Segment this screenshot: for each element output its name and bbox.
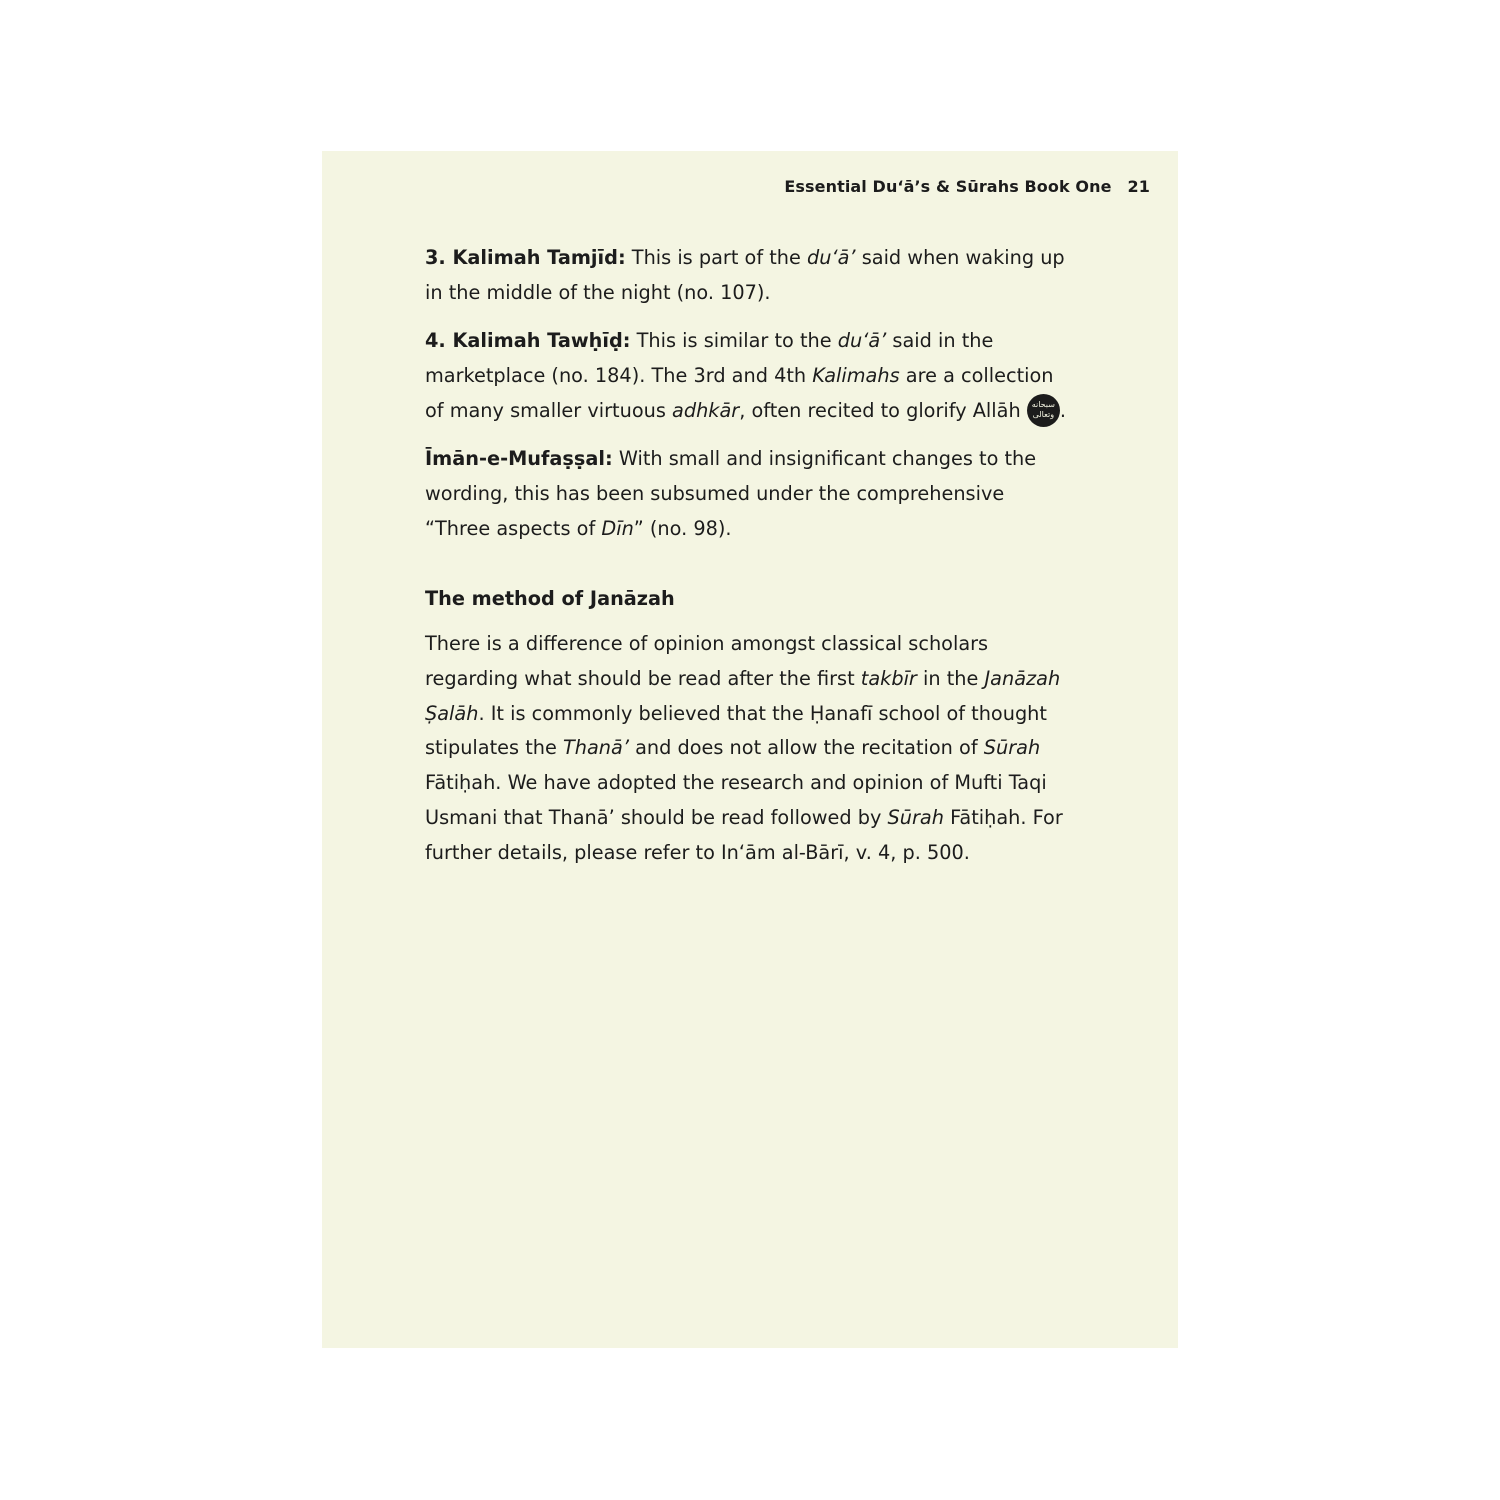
paragraph-iman-e-mufassal — [425, 442, 1075, 546]
italic-term: takbīr — [860, 666, 917, 690]
text-run: . It is commonly believed that the Ḥanafī school of thought stipulates the — [425, 701, 1047, 760]
text-run: said when waking up in the middle of the night (no. 107). — [425, 246, 1065, 304]
paragraph-kalimah-tamjid — [425, 241, 1075, 311]
text-run: ” (no. 98). — [633, 516, 732, 540]
italic-term: Thanā’ — [562, 736, 629, 760]
text-run: and does not allow the recitation of — [628, 736, 984, 760]
text-run: This is part of the — [625, 246, 808, 269]
paragraph-kalimah-tawhid — [425, 324, 1075, 428]
text-run: said in the marketplace (no. 184). The 3rd and 4th — [425, 329, 994, 387]
italic-term: adhkār — [672, 398, 740, 422]
term-label: Īmān-e-Mufaṣṣal: — [425, 447, 613, 471]
term-label: 4. Kalimah Tawḥīḍ: — [425, 329, 631, 353]
term-label: 3. Kalimah Tamjīd: — [425, 246, 626, 269]
italic-term: Kalimahs — [812, 363, 900, 387]
italic-term: du‘ā’ — [837, 329, 887, 353]
text-run: This is similar to the — [630, 329, 838, 353]
text-run: are a collection of many smaller virtuous — [425, 363, 1054, 422]
running-header — [784, 177, 1150, 196]
text-run: , often recited to glorify Allāh — [739, 398, 1027, 422]
italic-term: Sūrah — [983, 736, 1041, 760]
text-run: There is a difference of opinion amongst classical scholars regarding what should be read after the first — [425, 631, 989, 690]
book-page — [322, 151, 1178, 1348]
page-body — [425, 241, 1075, 884]
text-run: in the — [916, 666, 985, 690]
text-run: With small and insignificant changes to the wording, this has been subsumed under the comprehensive “Three aspects of — [425, 447, 1037, 540]
book-title: Essential Du‘ā’s & Sūrahs Book One — [784, 177, 1112, 196]
text-run: Fātiḥah. We have adopted the research and opinion of Mufti Taqi Usmani that Thanā’ should be read followed by — [425, 771, 1047, 829]
italic-term: du‘ā’ — [807, 246, 856, 269]
paragraph-janazah-method — [425, 627, 1075, 871]
page-number: 21 — [1127, 177, 1150, 196]
section-spacer — [425, 560, 1075, 582]
italic-term: Janāzah Ṣalāh — [425, 666, 1061, 725]
italic-term: Dīn — [601, 516, 634, 540]
text-run: . — [1059, 398, 1066, 422]
section-heading: The method of Janāzah — [425, 587, 675, 611]
honorific-seal-icon: سبحانه وتعالى — [1027, 394, 1060, 427]
italic-term: Sūrah — [887, 805, 944, 829]
heading-spacer — [425, 617, 1075, 627]
text-run: Fātiḥah. For further details, please refer to In‘ām al-Bārī, v. 4, p. 500. — [425, 805, 1063, 864]
